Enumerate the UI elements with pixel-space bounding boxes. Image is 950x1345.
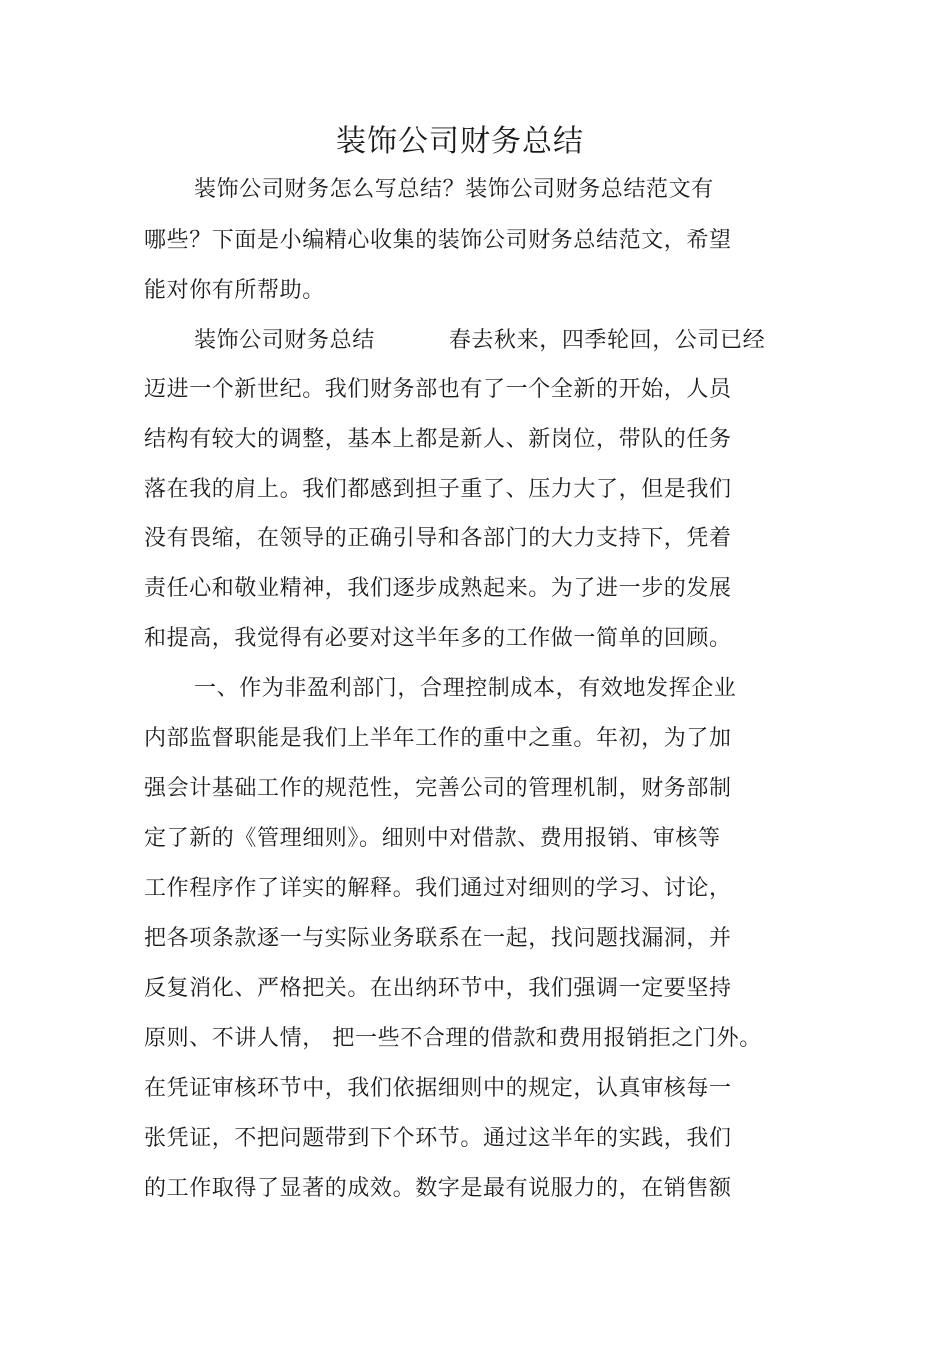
paragraph-1-line-3: 能对你有所帮助。: [144, 278, 325, 303]
paragraph-3-line-11: 的工作取得了显著的成效。数字是最有说服力的，在销售额: [144, 1176, 732, 1201]
paragraph-1-line-2: 哪些？下面是小编精心收集的装饰公司财务总结范文，希望: [144, 228, 732, 253]
paragraph-3-line-7: 反复消化、严格把关。在出纳环节中，我们强调一定要坚持: [144, 976, 732, 1001]
paragraph-3-line-5: 工作程序作了详实的解释。我们通过对细则的学习、讨论，: [144, 876, 732, 901]
paragraph-2-line-7: 和提高，我觉得有必要对这半年多的工作做一简单的回顾。: [144, 626, 732, 651]
paragraph-3-line-8: 原则、不讲人情， 把一些不合理的借款和费用报销拒之门外。: [144, 1026, 762, 1051]
section-heading: 装饰公司财务总结: [194, 328, 375, 353]
paragraph-3-line-10: 张凭证，不把问题带到下个环节。通过这半年的实践，我们: [144, 1126, 732, 1151]
paragraph-3-line-1: 一、作为非盈利部门，合理控制成本，有效地发挥企业: [194, 676, 737, 701]
paragraph-3-line-2: 内部监督职能是我们上半年工作的重中之重。年初，为了加: [144, 726, 732, 751]
paragraph-2-line-6: 责任心和敬业精神，我们逐步成熟起来。为了进一步的发展: [144, 576, 732, 601]
paragraph-2-line-5: 没有畏缩，在领导的正确引导和各部门的大力支持下，凭着: [144, 526, 732, 551]
paragraph-3-line-9: 在凭证审核环节中，我们依据细则中的规定，认真审核每一: [144, 1076, 732, 1101]
document-title: 装饰公司财务总结: [336, 124, 584, 159]
paragraph-3-line-4: 定了新的《管理细则》。细则中对借款、费用报销、审核等: [144, 826, 721, 851]
paragraph-3-line-6: 把各项条款逐一与实际业务联系在一起，找问题找漏洞，并: [144, 926, 732, 951]
paragraph-1-line-1: 装饰公司财务怎么写总结？装饰公司财务总结范文有: [194, 177, 714, 202]
paragraph-2-line-3: 结构有较大的调整，基本上都是新人、新岗位，带队的任务: [144, 427, 732, 452]
paragraph-2-line-1-text: 春去秋来，四季轮回，公司已经: [448, 328, 766, 353]
paragraph-2-line-1: [194, 326, 765, 356]
paragraph-2-line-4: 落在我的肩上。我们都感到担子重了、压力大了，但是我们: [144, 477, 732, 502]
paragraph-2-line-2: 迈进一个新世纪。我们财务部也有了一个全新的开始，人员: [144, 377, 732, 402]
paragraph-3-line-3: 强会计基础工作的规范性，完善公司的管理机制，财务部制: [144, 776, 732, 801]
